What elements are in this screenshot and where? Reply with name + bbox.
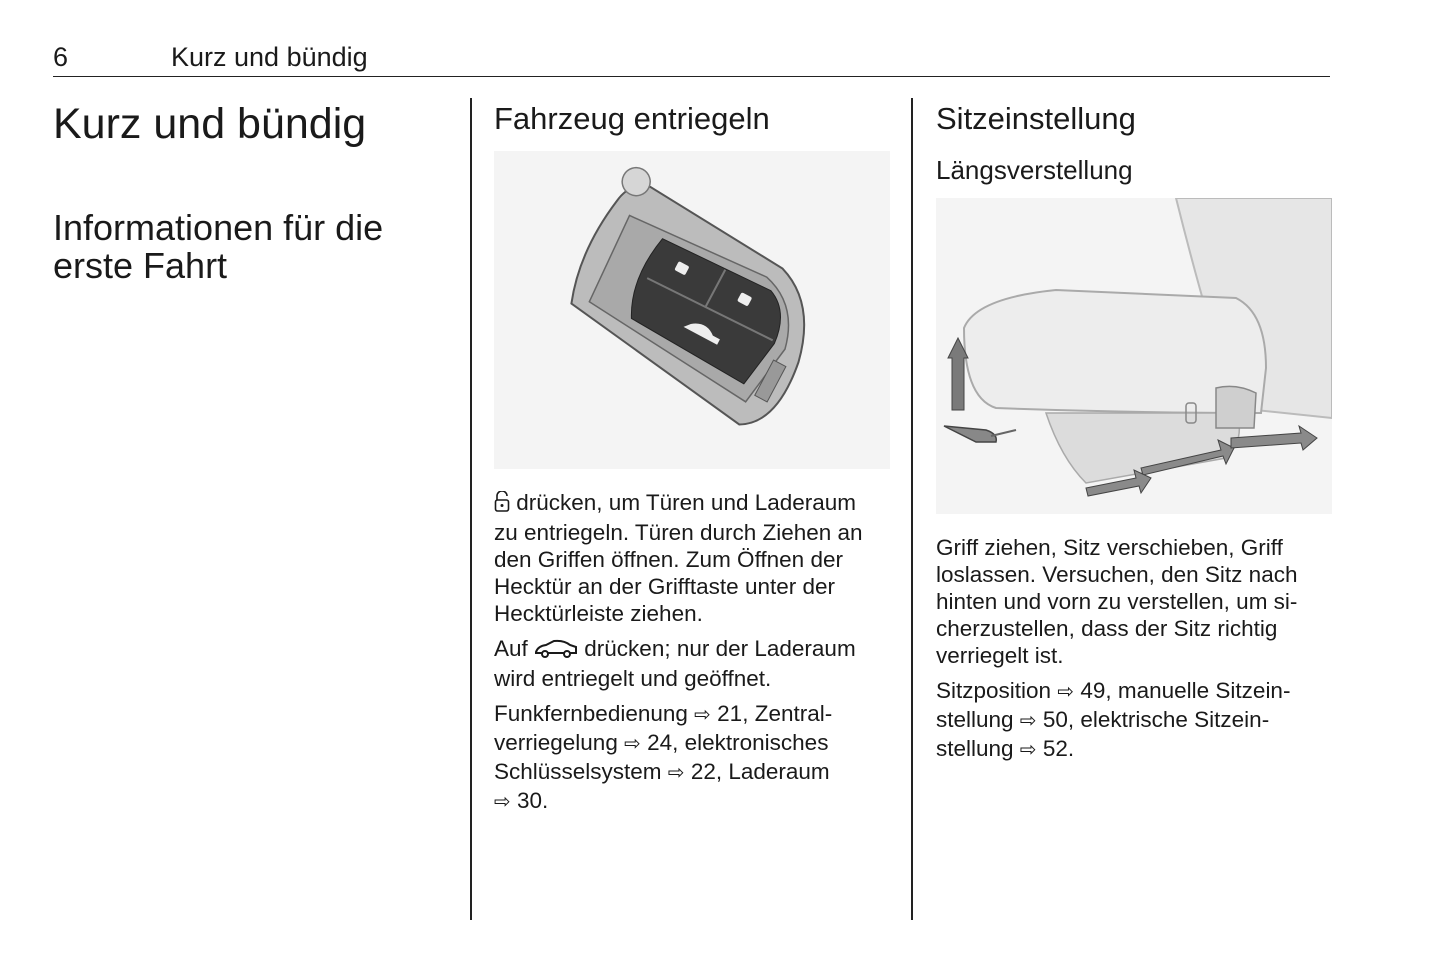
column-left [53, 100, 453, 285]
column-divider [911, 98, 913, 920]
page-reference[interactable]: 30. [510, 788, 549, 813]
text-line: cherzustellen, dass der Sitz richtig [936, 616, 1278, 641]
page-reference[interactable]: 50, elektrische Sitzein- [1036, 707, 1270, 732]
key-fob-illustration [494, 151, 890, 469]
text-fragment: verriegelung [494, 730, 625, 755]
text-line: wird entriegelt und geöffnet. [494, 666, 772, 691]
xref-arrow-icon: ⇨ [494, 791, 511, 813]
text-line: zu entriegeln. Türen durch Ziehen an [494, 520, 863, 545]
text-fragment: stellung [936, 736, 1020, 761]
chapter-title: Kurz und bündig [53, 100, 367, 148]
page-number: 6 [53, 42, 69, 72]
page-reference[interactable]: 49, manuelle Sitzein- [1074, 678, 1291, 703]
xref-arrow-icon: ⇨ [1019, 710, 1037, 732]
text-line: drücken, um Türen und Laderaum [510, 490, 857, 515]
seat-adjust-icon [936, 198, 1332, 514]
paragraph-seat-references [936, 677, 1332, 764]
paragraph-unlock [494, 489, 894, 627]
section-title-line2: erste Fahrt [53, 245, 228, 286]
xref-arrow-icon: ⇨ [1057, 681, 1075, 703]
text-fragment: Auf [494, 636, 535, 661]
page-header [53, 42, 1330, 77]
unlock-icon [494, 491, 510, 519]
column-divider [470, 98, 472, 920]
column-right [936, 101, 1332, 772]
key-fob-icon [494, 151, 890, 469]
page-reference[interactable]: 52. [1036, 736, 1075, 761]
text-line: verriegelt ist. [936, 643, 1064, 668]
text-line: loslassen. Versuchen, den Sitz nach [936, 562, 1298, 587]
paragraph-trunk [494, 635, 894, 692]
section-title [53, 209, 453, 285]
xref-arrow-icon: ⇨ [694, 704, 711, 726]
subheading-longitudinal: Längsverstellung [936, 155, 1133, 185]
text-fragment: Schlüsselsystem [494, 759, 668, 784]
xref-arrow-icon: ⇨ [1019, 739, 1037, 761]
page-reference[interactable]: 24, elektronisches [640, 730, 829, 755]
seat-illustration [936, 198, 1332, 514]
page-reference[interactable]: 21, Zentral- [710, 701, 833, 726]
text-line: Griff ziehen, Sitz verschieben, Griff [936, 535, 1283, 560]
text-fragment: Sitzposition [936, 678, 1058, 703]
page-reference[interactable]: 22, Laderaum [684, 759, 830, 784]
xref-arrow-icon: ⇨ [667, 762, 685, 784]
running-title: Kurz und bündig [171, 42, 368, 72]
car-trunk-icon [534, 638, 578, 665]
text-fragment: drücken; nur der Laderaum [578, 636, 856, 661]
text-line: den Griffen öffnen. Zum Öffnen der [494, 547, 843, 572]
heading-unlock: Fahrzeug entriegeln [494, 101, 770, 136]
text-fragment: stellung [936, 707, 1020, 732]
heading-seat-adjustment: Sitzeinstellung [936, 101, 1136, 136]
text-line: Hecktürleiste ziehen. [494, 601, 703, 626]
paragraph-references [494, 700, 894, 816]
xref-arrow-icon: ⇨ [624, 733, 641, 755]
column-middle [494, 101, 894, 824]
text-line: hinten und vorn zu verstellen, um si- [936, 589, 1298, 614]
section-title-line1: Informationen für die [53, 207, 384, 248]
text-line: Hecktür an der Grifftaste unter der [494, 574, 835, 599]
paragraph-seat [936, 534, 1332, 669]
text-fragment: Funkfernbedienung [494, 701, 695, 726]
